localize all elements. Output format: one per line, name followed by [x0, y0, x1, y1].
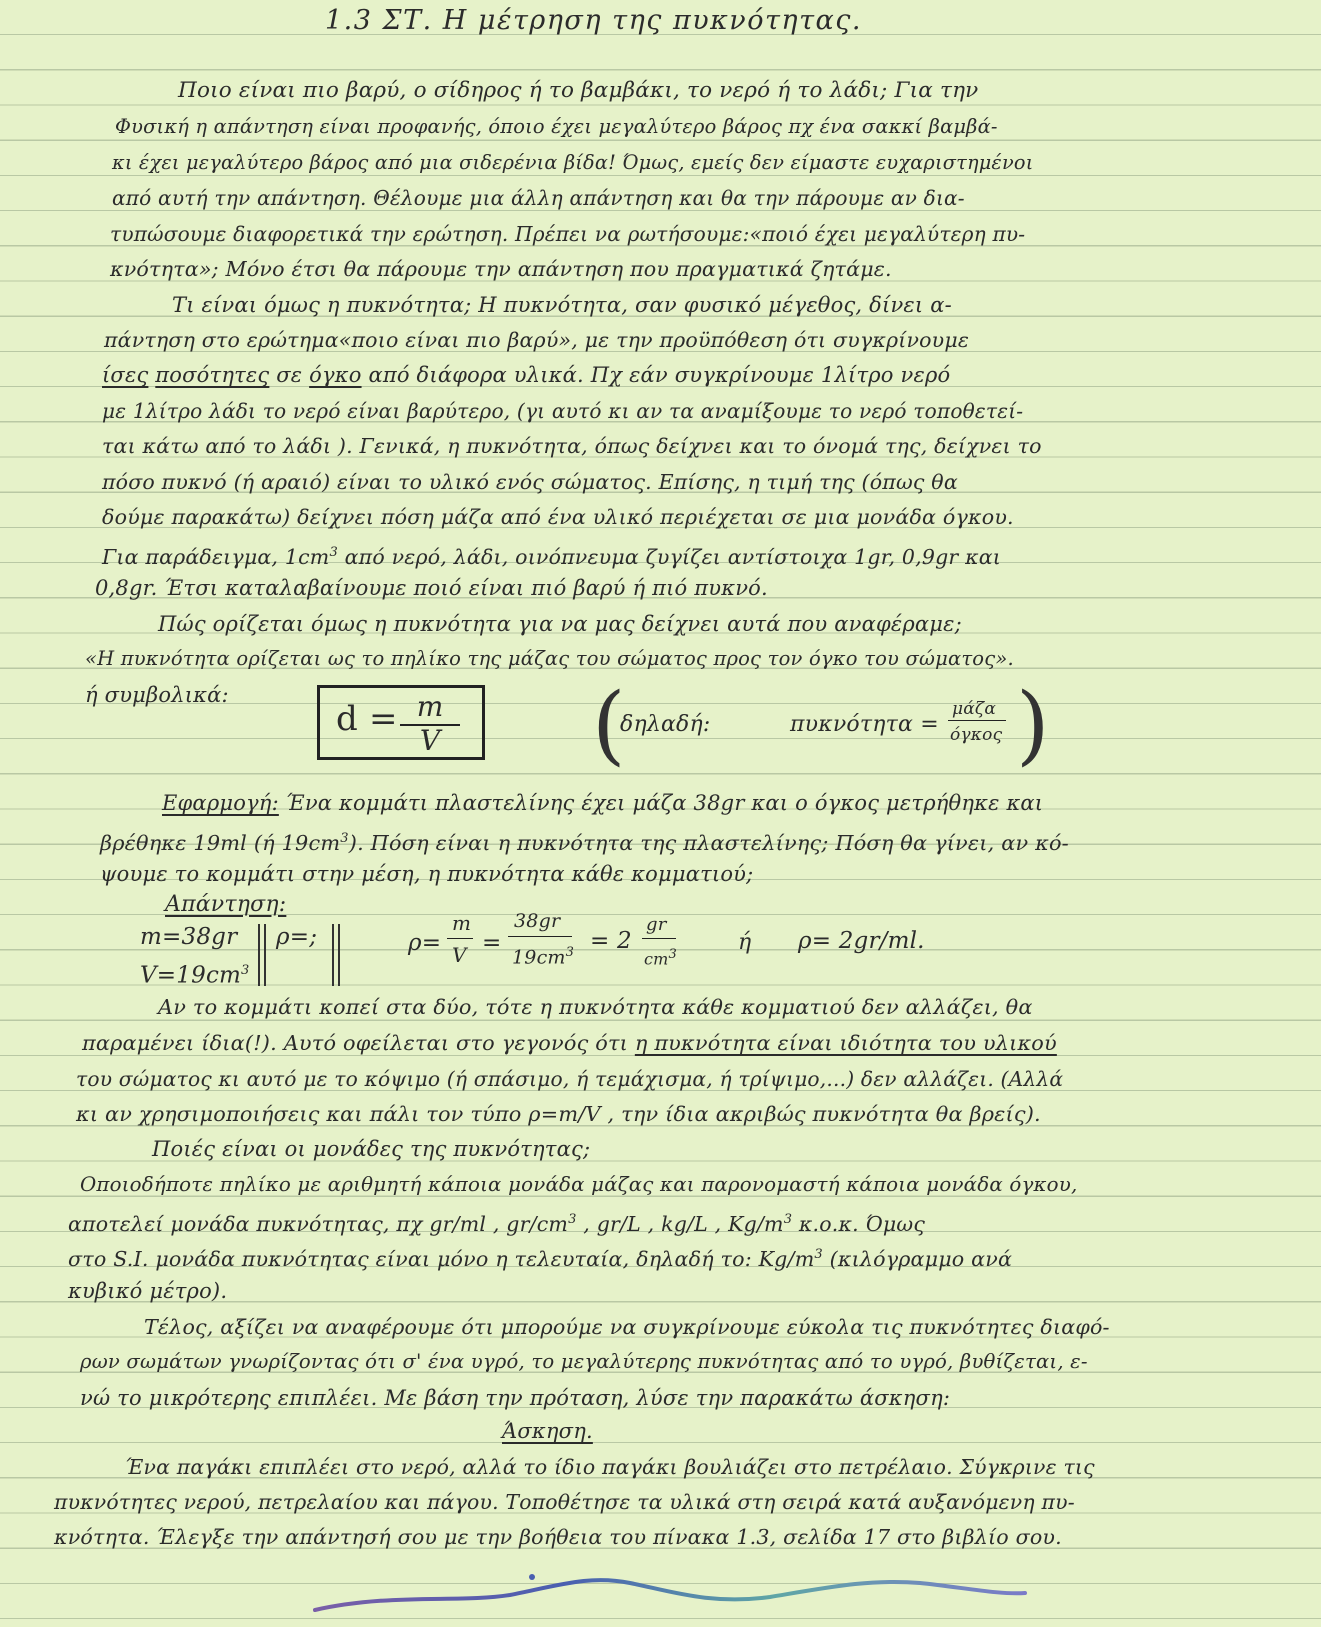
- superscript: 3: [783, 1212, 793, 1227]
- text-line: με 1λίτρο λάδι το νερό είναι βαρύτερο, (γι αυτό κι αν τα αναμίξουμε το νερό τοποθετεί-: [102, 399, 1024, 423]
- formula-lhs: d =: [336, 699, 398, 739]
- text-line: [82, 1028, 1057, 1058]
- underlined-phrase: η πυκνότητα είναι ιδιότητα του υλικού: [634, 1031, 1057, 1055]
- text-line: «Η πυκνότητα ορίζεται ως το πηλίκο της μάζας του σώματος προς τον όγκο του σώματος».: [85, 647, 1014, 670]
- given-separator: [264, 924, 266, 986]
- text-fragment: στο S.I. μονάδα πυκνότητας είναι μόνο η τελευταία, δηλαδή το: Kg/m: [68, 1246, 815, 1271]
- text-line: πόσο πυκνό (ή αραιό) είναι το υλικό ενός σώματος. Επίσης, η τιμή της (όπως θα: [102, 470, 958, 494]
- fraction-bar: [447, 938, 473, 939]
- superscript: 3: [241, 963, 250, 978]
- result-value: = 2: [590, 928, 632, 954]
- application-label: Εφαρμογή:: [162, 791, 279, 815]
- text-fragment: ). Πόση είναι η πυκνότητα της πλαστελίνης; Πόση θα γίνει, αν κό-: [348, 830, 1069, 855]
- text-fragment: παραμένει ίδια(!). Αυτό οφείλεται στο γεγονός ότι: [82, 1031, 635, 1055]
- superscript: 3: [329, 545, 338, 560]
- text-fragment: βρέθηκε 19ml (ή 19cm: [100, 830, 341, 855]
- given-volume: [140, 956, 250, 991]
- text-line: Αν το κομμάτι κοπεί στα δύο, τότε η πυκνότητα κάθε κομματιού δεν αλλάζει, θα: [158, 995, 1033, 1019]
- fraction-bar: [508, 936, 572, 937]
- text-line: Ποιο είναι πιο βαρύ, ο σίδηρος ή το βαμβάκι, το νερό ή το λάδι; Για την: [178, 78, 979, 103]
- text-line: Τι είναι όμως η πυκνότητα; Η πυκνότητα, σαν φυσικό μέγεθος, δίνει α-: [172, 293, 952, 317]
- text-fragment: από νερό, λάδι, οινόπνευμα ζυγίζει αντίστοιχα 1gr, 0,9gr και: [337, 544, 1002, 569]
- explanation-denominator: όγκος: [950, 725, 1003, 745]
- explanation-numerator: μάζα: [952, 699, 997, 719]
- text-fragment: cm: [644, 949, 669, 969]
- text-fragment: αποτελεί μονάδα πυκνότητας, πχ gr/ml , gr/cm: [68, 1211, 569, 1236]
- text-line: νώ το μικρότερης επιπλέει. Με βάση την πρόταση, λύσε την παρακάτω άσκηση:: [80, 1386, 951, 1410]
- text-fragment: από διάφορα υλικά. Πχ εάν συγκρίνουμε 1λίτρο νερό: [361, 363, 951, 387]
- text-line: [102, 360, 950, 390]
- text-fragment: Για παράδειγμα, 1cm: [102, 544, 330, 569]
- explanation-label: δηλαδή:: [620, 712, 711, 737]
- text-fragment: σε: [269, 363, 310, 387]
- superscript: 3: [814, 1247, 823, 1262]
- text-line: πάντηση στο ερώτημα«ποιο είναι πιο βαρύ», με την προϋπόθεση ότι συγκρίνουμε: [104, 328, 970, 352]
- text-line: Ποιές είναι οι μονάδες της πυκνότητας;: [152, 1137, 591, 1161]
- text-line: κι αν χρησιμοποιήσεις και πάλι τον τύπο ρ=m/V , την ίδια ακριβώς πυκνότητα θα βρείς).: [76, 1102, 1041, 1126]
- fraction-denominator: V: [452, 943, 467, 967]
- text-fragment: , gr/L , kg/L , Kg/m: [576, 1211, 784, 1236]
- formula-numerator: m: [416, 690, 444, 723]
- text-line: ή συμβολικά:: [85, 683, 229, 707]
- text-fragment: 19cm: [512, 946, 566, 969]
- fraction-numerator: gr: [646, 914, 667, 935]
- underlined-word: ποσότητες: [155, 363, 270, 387]
- fraction-bar: [642, 938, 676, 939]
- text-fragment: V=19cm: [140, 962, 242, 989]
- equals-sign: =: [482, 930, 502, 956]
- text-line: [100, 824, 1069, 858]
- text-line: Τέλος, αξίζει να αναφέρουμε ότι μπορούμε να συγκρίνουμε εύκολα τις πυκνότητες διαφό-: [144, 1315, 1110, 1339]
- text-fragment: (κιλόγραμμο ανά: [822, 1246, 1013, 1271]
- unknown-density: ρ=;: [276, 924, 318, 950]
- superscript: 3: [568, 1212, 577, 1227]
- text-line: Οποιοδήποτε πηλίκο με αριθμητή κάποια μονάδα μάζας και παρονομαστή κάποια μονάδα όγκου,: [80, 1173, 1078, 1196]
- formula-denominator: V: [419, 724, 441, 757]
- given-separator: [338, 924, 340, 986]
- underlined-word: όγκο: [309, 363, 362, 387]
- density-formula-box: [317, 685, 485, 760]
- text-line: κυβικό μέτρο).: [68, 1279, 228, 1303]
- text-line: κνότητα»; Μόνο έτσι θα πάρουμε την απάντηση που πραγματικά ζητάμε.: [110, 257, 892, 281]
- fraction-numerator: 38gr: [514, 910, 561, 932]
- result-alt: ρ= 2gr/ml.: [798, 928, 925, 954]
- text-line: [68, 1240, 1012, 1274]
- text-line: Φυσική η απάντηση είναι προφανής, όποιο έχει μεγαλύτερο βάρος πχ ένα σακκί βαμβά-: [115, 115, 998, 138]
- text-line: από αυτή την απάντηση. Θέλουμε μια άλλη απάντηση και θα την πάρουμε αν δια-: [112, 186, 965, 210]
- fraction-numerator: m: [452, 911, 472, 935]
- rho-symbol: ρ=: [408, 930, 442, 956]
- text-line: του σώματος κι αυτό με το κόψιμο (ή σπάσιμο, ή τεμάχισμα, ή τρίψιμο,...) δεν αλλάζει. (Αλλά: [76, 1067, 1064, 1091]
- superscript: 3: [668, 947, 678, 962]
- given-mass: m=38gr: [140, 924, 238, 950]
- text-line: πυκνότητες νερού, πετρελαίου και πάγου. Τοποθέτησε τα υλικά στη σειρά κατά αυξανόμενη πυ-: [54, 1490, 1075, 1514]
- fraction-denominator: [644, 940, 677, 974]
- explanation-lhs: πυκνότητα =: [790, 712, 939, 737]
- given-separator: [258, 924, 260, 986]
- decorative-squiggle: [310, 1565, 1030, 1625]
- text-line: ται κάτω από το λάδι ). Γενικά, η πυκνότητα, όπως δείχνει και το όνομά της, δείχνει το: [102, 434, 1042, 458]
- or-word: ή: [738, 930, 752, 955]
- given-separator: [332, 924, 334, 986]
- text-line: κνότητα. Έλεγξε την απάντησή σου με την βοήθεια του πίνακα 1.3, σελίδα 17 στο βιβλίο σου.: [54, 1525, 1062, 1549]
- text-line: ρων σωμάτων γνωρίζοντας ότι σ' ένα υγρό, το μεγαλύτερης πυκνότητας από το υγρό, βυθίζεται, ε-: [80, 1350, 1088, 1373]
- page-title: 1.3 ΣΤ. Η μέτρηση της πυκνότητας.: [325, 5, 862, 36]
- text-line: 0,8gr. Έτσι καταλαβαίνουμε ποιό είναι πιό βαρύ ή πιό πυκνό.: [95, 576, 768, 600]
- text-line: Πώς ορίζεται όμως η πυκνότητα για να μας δείχνει αυτά που αναφέραμε;: [158, 612, 962, 636]
- text-fragment: κ.ο.κ. Όμως: [792, 1211, 926, 1236]
- answer-label: Απάντηση:: [165, 892, 287, 917]
- superscript: 3: [340, 831, 349, 846]
- open-paren: (: [592, 675, 626, 775]
- text-line: κι έχει μεγαλύτερο βάρος από μια σιδερένια βίδα! Όμως, εμείς δεν είμαστε ευχαριστημένοι: [112, 151, 1034, 174]
- text-line: δούμε παρακάτω) δείχνει πόση μάζα από ένα υλικό περιέχεται σε μια μονάδα όγκου.: [102, 505, 1014, 529]
- text-fragment: Ένα κομμάτι πλαστελίνης έχει μάζα 38gr και ο όγκος μετρήθηκε και: [278, 791, 1044, 815]
- underlined-word: ίσες: [102, 363, 149, 387]
- text-line: [162, 788, 1043, 818]
- text-line: Ένα παγάκι επιπλέει στο νερό, αλλά το ίδιο παγάκι βουλιάζει στο πετρέλαιο. Σύγκρινε τις: [125, 1455, 1095, 1479]
- exercise-label: Άσκηση.: [502, 1419, 593, 1443]
- text-line: [102, 538, 1001, 572]
- close-paren: ): [1016, 675, 1050, 775]
- fraction-denominator: [512, 938, 574, 972]
- text-line: ψουμε το κομμάτι στην μέση, η πυκνότητα κάθε κομματιού;: [100, 862, 754, 886]
- superscript: 3: [565, 945, 575, 960]
- text-line: τυπώσουμε διαφορετικά την ερώτηση. Πρέπει να ρωτήσουμε:«ποιό έχει μεγαλύτερη πυ-: [110, 222, 1026, 246]
- text-line: [68, 1205, 925, 1239]
